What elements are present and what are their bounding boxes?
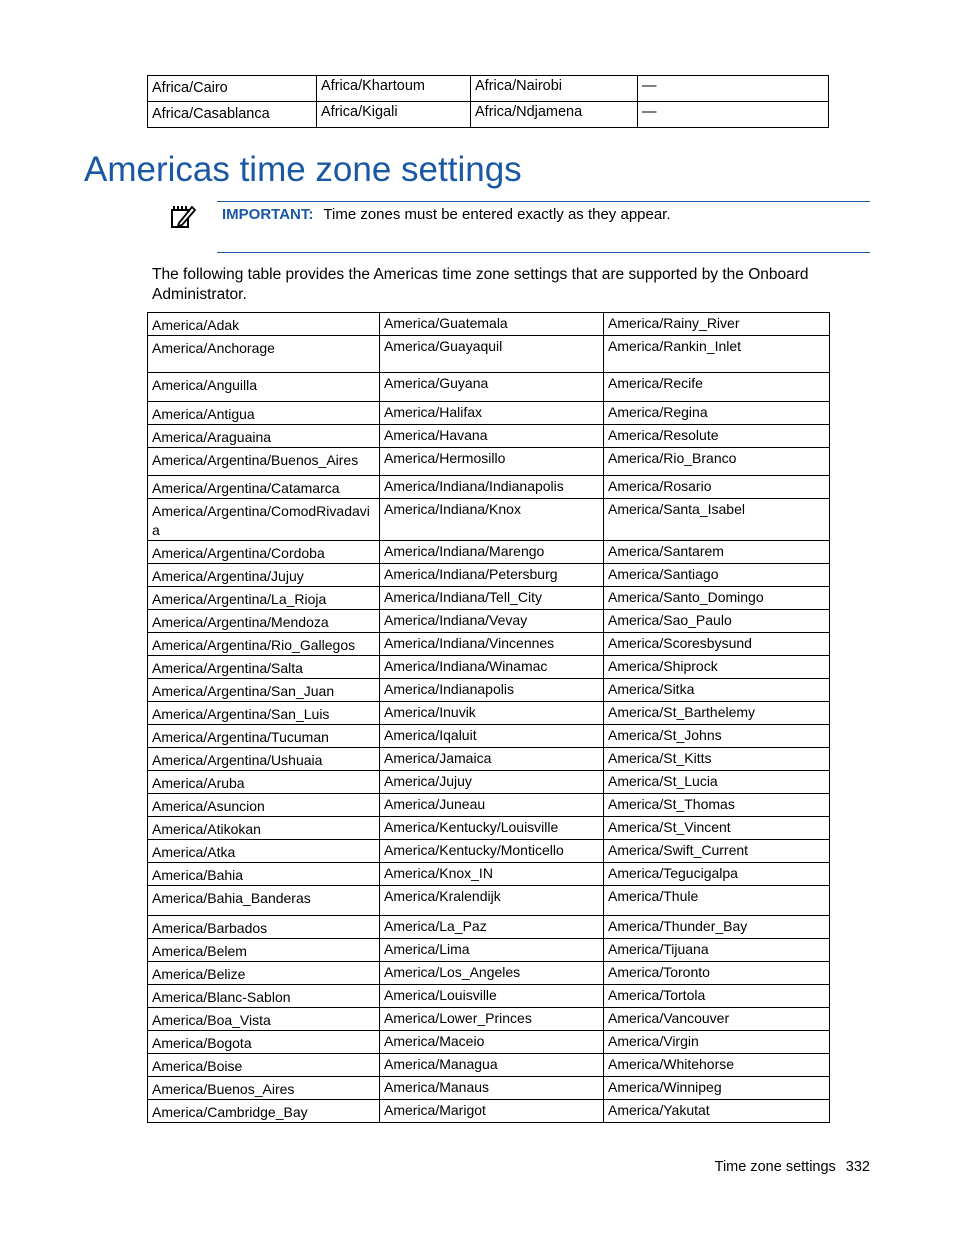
table-cell: America/Rio_Branco <box>604 448 830 476</box>
table-cell: America/Virgin <box>604 1031 830 1054</box>
page-title: Americas time zone settings <box>84 150 522 189</box>
table-cell: America/Vancouver <box>604 1008 830 1031</box>
table-cell: America/Adak <box>148 313 380 336</box>
table-cell: America/Indiana/Marengo <box>380 541 604 564</box>
table-row <box>148 564 830 587</box>
table-cell: America/Argentina/San_Luis <box>148 702 380 725</box>
table-cell: America/Winnipeg <box>604 1077 830 1100</box>
table-cell: America/Argentina/ComodRivadavia <box>148 499 380 541</box>
table-cell: America/Indiana/Winamac <box>380 656 604 679</box>
table-row <box>148 863 830 886</box>
table-cell: America/Rainy_River <box>604 313 830 336</box>
table-cell: Africa/Nairobi <box>471 76 638 102</box>
table-cell: America/Yakutat <box>604 1100 830 1123</box>
table-row <box>148 702 830 725</box>
table-cell: America/Kralendijk <box>380 886 604 916</box>
table-row <box>148 1100 830 1123</box>
important-note-icon <box>170 203 196 229</box>
table-cell: America/La_Paz <box>380 916 604 939</box>
table-row <box>148 1008 830 1031</box>
table-row <box>148 725 830 748</box>
table-cell: America/Juneau <box>380 794 604 817</box>
table-row <box>148 840 830 863</box>
table-cell: America/Argentina/San_Juan <box>148 679 380 702</box>
table-cell: Africa/Khartoum <box>317 76 471 102</box>
americas-timezone-table <box>147 312 830 1123</box>
table-cell: — <box>638 76 829 102</box>
table-cell: Africa/Ndjamena <box>471 102 638 128</box>
table-cell: America/Bogota <box>148 1031 380 1054</box>
table-cell: America/Atka <box>148 840 380 863</box>
table-cell: America/Sitka <box>604 679 830 702</box>
table-row <box>148 76 829 102</box>
table-cell: America/Argentina/La_Rioja <box>148 587 380 610</box>
table-row <box>148 633 830 656</box>
table-row <box>148 1054 830 1077</box>
table-cell: — <box>638 102 829 128</box>
table-cell: America/Toronto <box>604 962 830 985</box>
table-cell: America/Anguilla <box>148 373 380 402</box>
table-cell: America/St_Kitts <box>604 748 830 771</box>
table-row <box>148 656 830 679</box>
table-row <box>148 886 830 916</box>
table-cell: America/Argentina/Salta <box>148 656 380 679</box>
table-row <box>148 499 830 541</box>
table-cell: America/Argentina/Tucuman <box>148 725 380 748</box>
table-cell: America/Iqaluit <box>380 725 604 748</box>
table-cell: America/Argentina/Ushuaia <box>148 748 380 771</box>
table-cell: America/Hermosillo <box>380 448 604 476</box>
table-cell: America/Inuvik <box>380 702 604 725</box>
table-cell: America/St_Thomas <box>604 794 830 817</box>
table-cell: America/Asuncion <box>148 794 380 817</box>
table-cell: America/Swift_Current <box>604 840 830 863</box>
table-row <box>148 985 830 1008</box>
table-cell: America/Thule <box>604 886 830 916</box>
table-row <box>148 916 830 939</box>
note-top-rule <box>217 201 870 202</box>
table-cell: America/Buenos_Aires <box>148 1077 380 1100</box>
table-cell: America/Lima <box>380 939 604 962</box>
table-row <box>148 476 830 499</box>
table-row <box>148 748 830 771</box>
table-cell: America/St_Vincent <box>604 817 830 840</box>
table-row <box>148 373 830 402</box>
table-cell: America/Indiana/Tell_City <box>380 587 604 610</box>
table-row <box>148 336 830 373</box>
table-cell: America/Tijuana <box>604 939 830 962</box>
table-row <box>148 1031 830 1054</box>
table-row <box>148 587 830 610</box>
table-cell: America/Shiprock <box>604 656 830 679</box>
table-row <box>148 817 830 840</box>
note-bottom-rule <box>217 252 870 253</box>
table-cell: America/Indiana/Vevay <box>380 610 604 633</box>
table-cell: America/Sao_Paulo <box>604 610 830 633</box>
table-cell: America/Guatemala <box>380 313 604 336</box>
table-cell: America/Jujuy <box>380 771 604 794</box>
table-cell: America/Jamaica <box>380 748 604 771</box>
table-cell: America/Regina <box>604 402 830 425</box>
table-row <box>148 541 830 564</box>
table-cell: America/Belem <box>148 939 380 962</box>
table-cell: America/Santa_Isabel <box>604 499 830 541</box>
table-cell: America/Santiago <box>604 564 830 587</box>
table-cell: America/St_Lucia <box>604 771 830 794</box>
table-cell: America/Atikokan <box>148 817 380 840</box>
table-cell: America/Indiana/Vincennes <box>380 633 604 656</box>
table-cell: America/Indiana/Knox <box>380 499 604 541</box>
table-cell: America/Los_Angeles <box>380 962 604 985</box>
note-label: IMPORTANT: <box>222 206 314 223</box>
table-row <box>148 402 830 425</box>
table-cell: America/Santarem <box>604 541 830 564</box>
table-row <box>148 679 830 702</box>
table-cell: America/Havana <box>380 425 604 448</box>
table-cell: America/St_Johns <box>604 725 830 748</box>
table-cell: America/Recife <box>604 373 830 402</box>
table-cell: America/Thunder_Bay <box>604 916 830 939</box>
table-cell: America/Indiana/Indianapolis <box>380 476 604 499</box>
table-row <box>148 939 830 962</box>
table-cell: America/Argentina/Jujuy <box>148 564 380 587</box>
table-cell: America/Bahia <box>148 863 380 886</box>
table-cell: America/Barbados <box>148 916 380 939</box>
table-row <box>148 610 830 633</box>
table-cell: America/Rosario <box>604 476 830 499</box>
table-cell: America/Rankin_Inlet <box>604 336 830 373</box>
table-cell: America/Boa_Vista <box>148 1008 380 1031</box>
table-cell: America/Argentina/Rio_Gallegos <box>148 633 380 656</box>
table-cell: America/St_Barthelemy <box>604 702 830 725</box>
table-cell: America/Louisville <box>380 985 604 1008</box>
table-row <box>148 794 830 817</box>
table-cell: Africa/Kigali <box>317 102 471 128</box>
table-cell: America/Halifax <box>380 402 604 425</box>
table-cell: America/Santo_Domingo <box>604 587 830 610</box>
table-row <box>148 771 830 794</box>
table-cell: America/Blanc-Sablon <box>148 985 380 1008</box>
table-cell: America/Kentucky/Monticello <box>380 840 604 863</box>
table-cell: America/Kentucky/Louisville <box>380 817 604 840</box>
table-cell: America/Manaus <box>380 1077 604 1100</box>
table-cell: America/Antigua <box>148 402 380 425</box>
table-cell: America/Bahia_Banderas <box>148 886 380 916</box>
page-number: 332 <box>845 1159 870 1175</box>
table-row <box>148 962 830 985</box>
table-cell: America/Resolute <box>604 425 830 448</box>
table-cell: America/Knox_IN <box>380 863 604 886</box>
table-row <box>148 313 830 336</box>
note-text: Time zones must be entered exactly as they appear. <box>323 206 671 223</box>
table-row <box>148 102 829 128</box>
table-cell: America/Marigot <box>380 1100 604 1123</box>
table-cell: America/Tortola <box>604 985 830 1008</box>
table-cell: America/Araguaina <box>148 425 380 448</box>
table-row <box>148 1077 830 1100</box>
important-note <box>222 206 671 223</box>
table-cell: America/Argentina/Catamarca <box>148 476 380 499</box>
table-cell: America/Argentina/Buenos_Aires <box>148 448 380 476</box>
table-cell: Africa/Casablanca <box>148 102 317 128</box>
table-cell: America/Whitehorse <box>604 1054 830 1077</box>
table-cell: America/Anchorage <box>148 336 380 373</box>
intro-paragraph: The following table provides the Americas time zone settings that are supported by the Onboard Administrator. <box>152 266 809 303</box>
table-cell: America/Cambridge_Bay <box>148 1100 380 1123</box>
table-cell: America/Guayaquil <box>380 336 604 373</box>
table-cell: America/Indianapolis <box>380 679 604 702</box>
table-cell: America/Guyana <box>380 373 604 402</box>
page-footer <box>715 1159 870 1175</box>
table-cell: America/Belize <box>148 962 380 985</box>
table-cell: America/Indiana/Petersburg <box>380 564 604 587</box>
table-cell: America/Managua <box>380 1054 604 1077</box>
africa-timezone-table <box>147 75 829 128</box>
table-cell: America/Lower_Princes <box>380 1008 604 1031</box>
table-cell: America/Boise <box>148 1054 380 1077</box>
table-cell: America/Scoresbysund <box>604 633 830 656</box>
table-cell: America/Aruba <box>148 771 380 794</box>
table-cell: Africa/Cairo <box>148 76 317 102</box>
table-row <box>148 425 830 448</box>
table-row <box>148 448 830 476</box>
table-cell: America/Tegucigalpa <box>604 863 830 886</box>
table-cell: America/Maceio <box>380 1031 604 1054</box>
table-cell: America/Argentina/Mendoza <box>148 610 380 633</box>
table-cell: America/Argentina/Cordoba <box>148 541 380 564</box>
footer-section-name: Time zone settings <box>714 1159 836 1175</box>
